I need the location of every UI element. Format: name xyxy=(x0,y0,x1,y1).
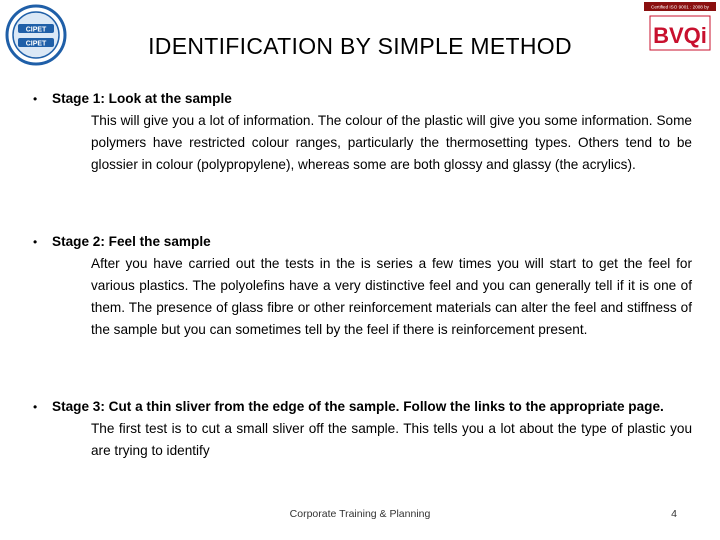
cipet-logo-text-top: CIPET xyxy=(25,26,47,34)
stage-2 xyxy=(52,231,692,341)
footer-text: Corporate Training & Planning xyxy=(289,508,431,520)
stage-2-text: After you have carried out the tests in the is series a few times you will start to get the feel for various plastics. The polyolefins have a very distinctive feel and you can generally tell if it is one of them. The presence of glass fibre or other reinforcement materials can alter the feel and stiffness of the sample but you can sometimes tell by the feel if there is reinforcement present. xyxy=(91,256,692,337)
stage-1 xyxy=(52,88,692,176)
stage-3-text: The first test is to cut a small sliver off the sample. This tells you a lot about the type of plastic you are trying to identify xyxy=(91,421,692,458)
stage-1-text: This will give you a lot of information. The colour of the plastic will give you some information. Some polymers have restricted colour ranges, particularly the thermosetting types. Others tend to be glossier in colour (polypropylene), whereas some are both glossy and glassy (the acrylics). xyxy=(91,113,692,172)
stage-1-heading: Stage 1: Look at the sample xyxy=(52,91,232,106)
bullet-1: • xyxy=(33,92,38,106)
stage-3 xyxy=(52,396,692,462)
page-number: 4 xyxy=(671,508,677,520)
bvqi-brand-text: BVQi xyxy=(653,23,707,48)
page-title: IDENTIFICATION BY SIMPLE METHOD xyxy=(148,33,572,59)
cipet-logo-text-bottom: CIPET xyxy=(25,40,47,48)
bullet-3: • xyxy=(33,400,38,414)
bvqi-cert-text: Certified ISO 9001 : 2008 by xyxy=(651,4,709,10)
bullet-2: • xyxy=(33,235,38,249)
stage-2-heading: Stage 2: Feel the sample xyxy=(52,234,211,249)
stage-3-heading: Stage 3: Cut a thin sliver from the edge of the sample. Follow the links to the appropriate page. xyxy=(52,399,664,414)
